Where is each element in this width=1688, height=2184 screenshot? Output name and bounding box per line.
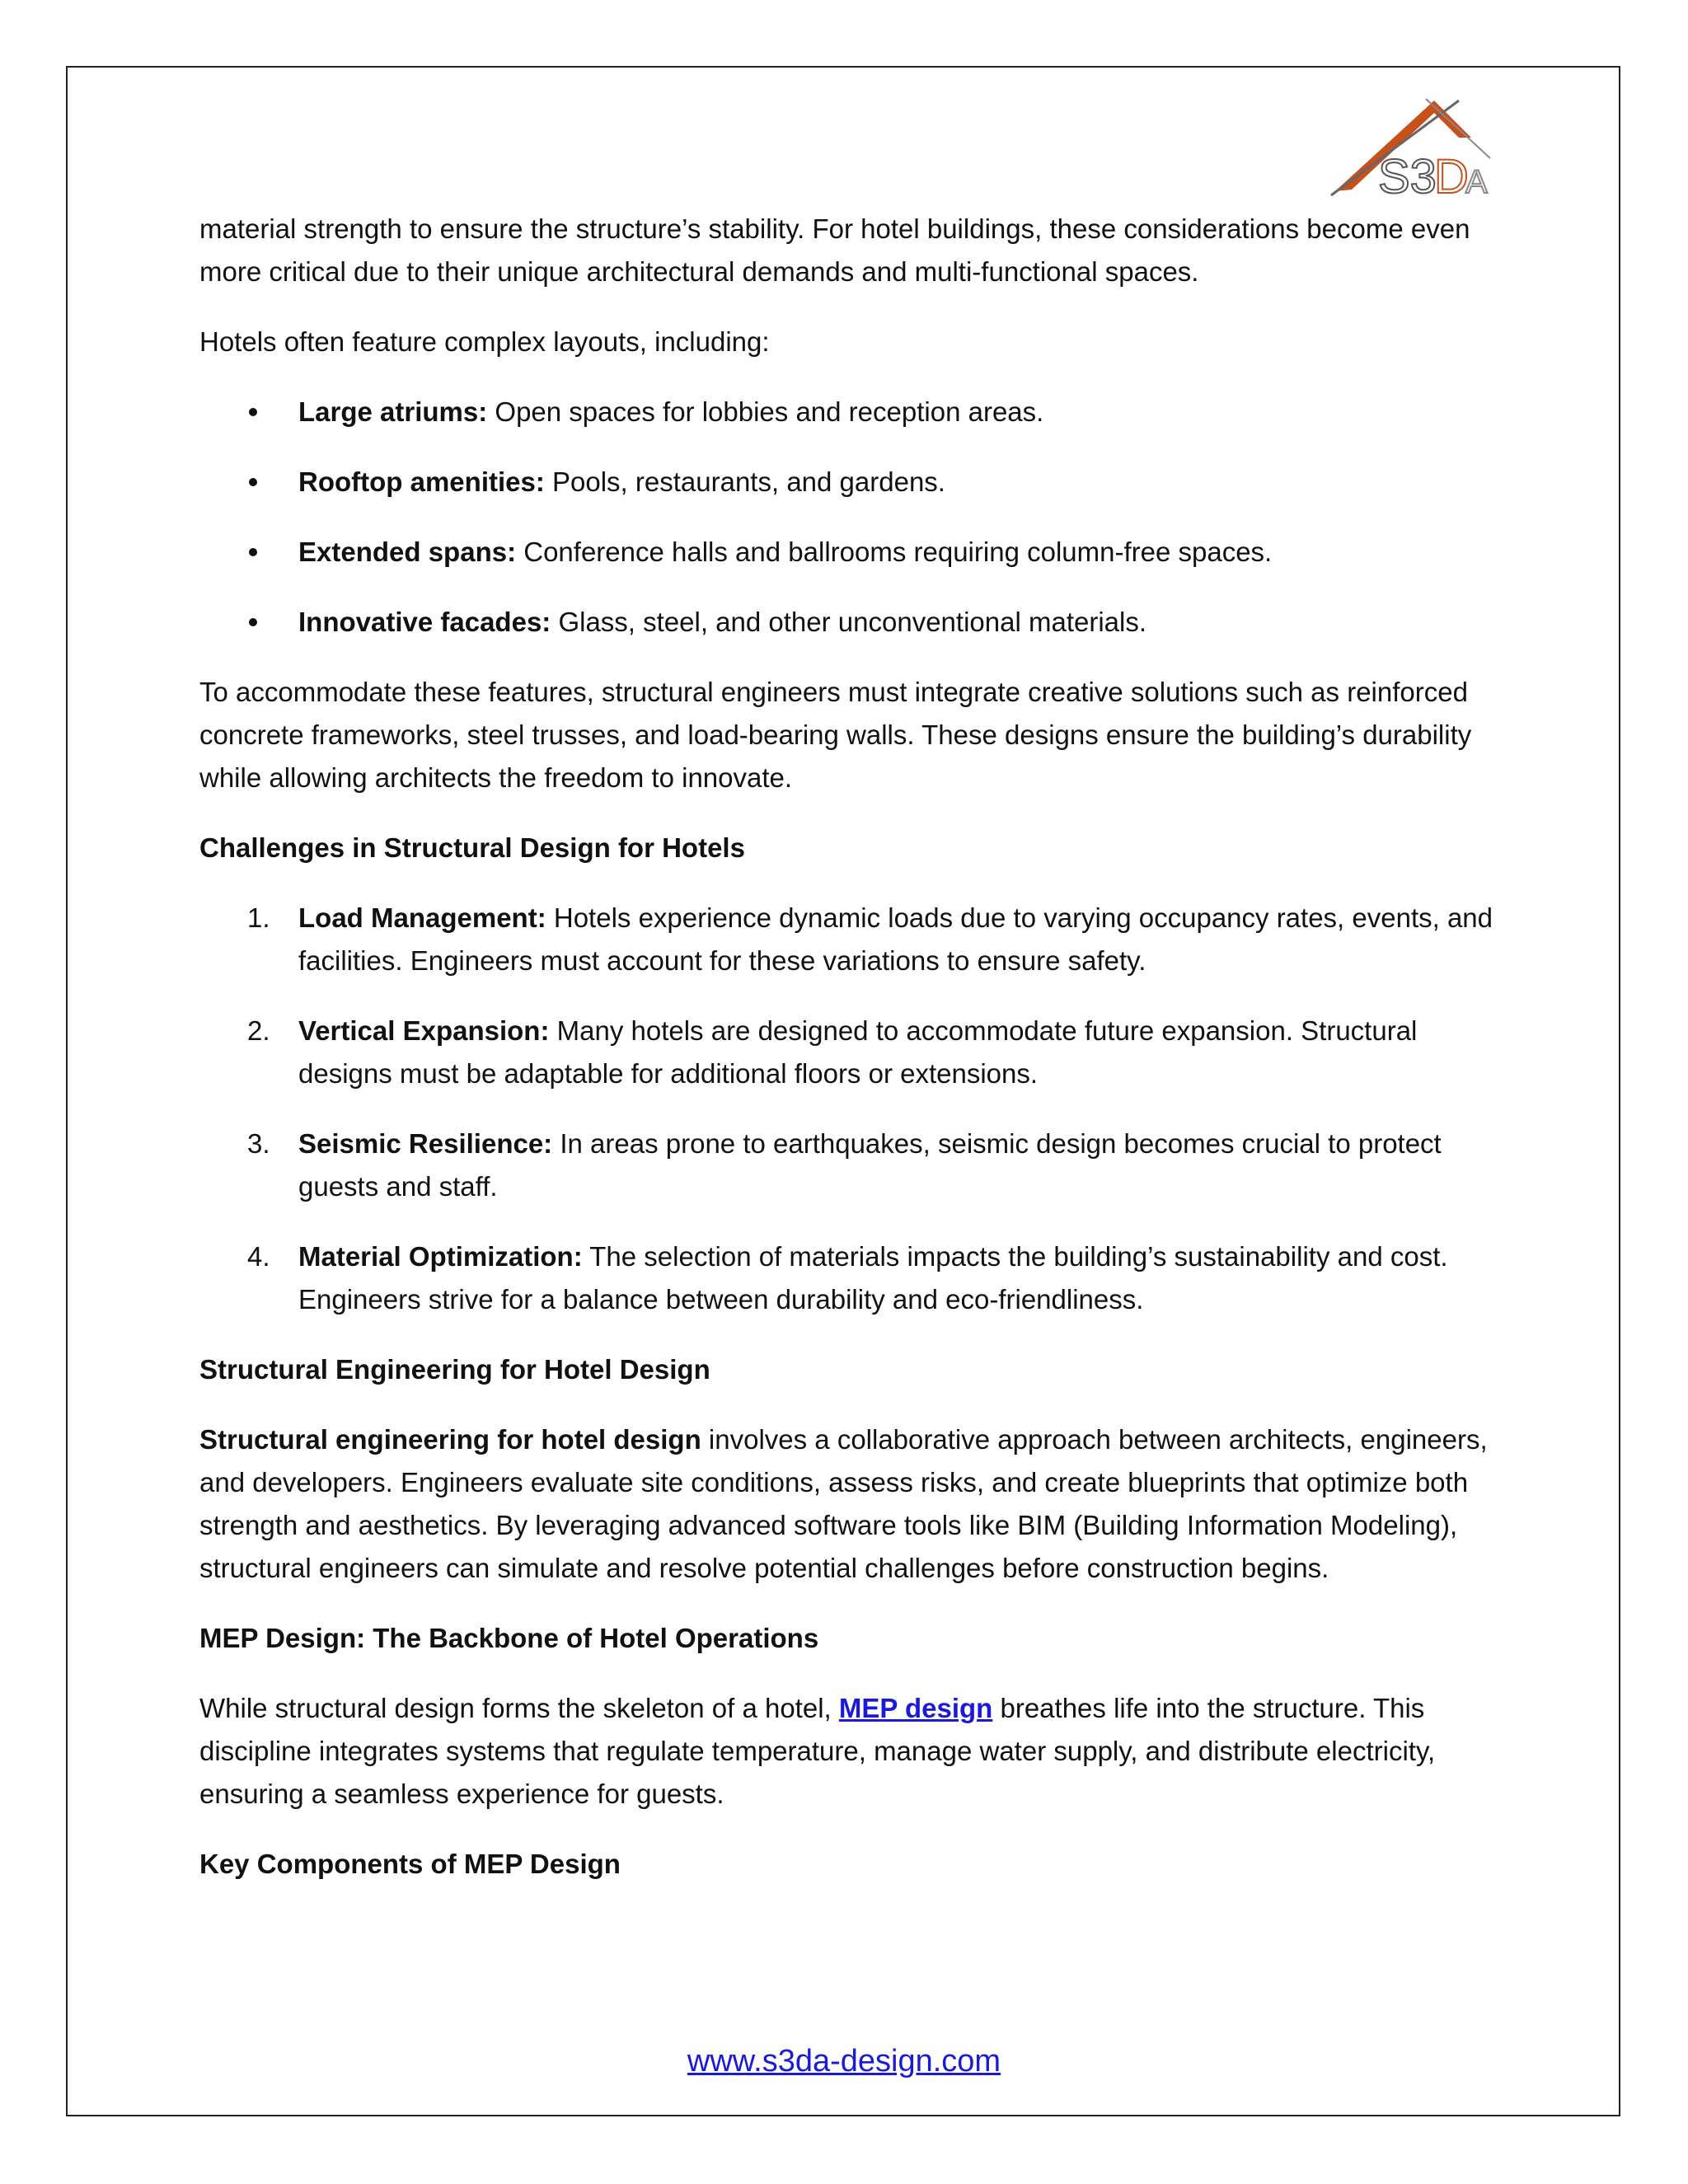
feature-desc: Open spaces for lobbies and reception areas. — [487, 396, 1044, 427]
list-number: 1. — [247, 902, 270, 933]
challenges-list — [199, 897, 1518, 1321]
structural-text: involves a collaborative approach between architects, engineers, and developers. Engineers evaluate site conditions, assess risks, and create blueprints that optimize both strength and aesthetics. By leveraging advanced software tools like BIM (Building Information Modeling), structural engineers can simulate and resolve potential challenges before construction begins. — [199, 1424, 1488, 1583]
mep-text-after: breathes life into the structure. This discipline integrates systems that regulate temperature, manage water supply, and distribute electricity, ensuring a seamless experience for guests. — [199, 1693, 1436, 1809]
list-item — [199, 1235, 1518, 1321]
mep-heading: MEP Design: The Backbone of Hotel Operations — [199, 1623, 819, 1653]
structural-heading: Structural Engineering for Hotel Design — [199, 1354, 710, 1385]
features-list — [199, 391, 1518, 644]
list-item — [199, 601, 1518, 644]
list-number: 4. — [247, 1241, 270, 1272]
feature-term: Extended spans: — [298, 537, 517, 567]
list-item — [199, 1122, 1518, 1208]
list-number: 2. — [247, 1015, 270, 1046]
list-item — [199, 391, 1518, 434]
challenge-term: Seismic Resilience: — [298, 1128, 553, 1159]
footer-website-link[interactable]: www.s3da-design.com — [687, 2044, 1001, 2079]
challenge-term: Load Management: — [298, 902, 546, 933]
mep-design-link[interactable]: MEP design — [838, 1693, 993, 1723]
feature-term: Rooftop amenities: — [298, 466, 545, 497]
challenge-desc: Hotels experience dynamic loads due to varying occupancy rates, events, and facilities. Engineers must account for these variations to ensure safety. — [298, 902, 1493, 976]
intro-paragraph: material strength to ensure the structure’s stability. For hotel buildings, these considerations become even more critical due to their unique architectural demands and multi-functional spaces. — [199, 213, 1470, 287]
challenge-term: Vertical Expansion: — [298, 1015, 550, 1046]
feature-desc: Conference halls and ballrooms requiring column-free spaces. — [516, 537, 1273, 567]
challenge-term: Material Optimization: — [298, 1241, 583, 1272]
list-item — [199, 461, 1518, 504]
bullet-icon — [249, 408, 257, 416]
challenge-desc: Many hotels are designed to accommodate future expansion. Structural designs must be adaptable for additional floors or extensions. — [298, 1015, 1418, 1089]
list-item — [199, 897, 1518, 982]
mep-paragraph — [199, 1687, 1518, 1816]
svg-text:S3: S3 — [1378, 150, 1437, 199]
s3da-logo — [1327, 92, 1492, 199]
document-body — [199, 208, 1518, 1913]
feature-desc: Glass, steel, and other unconventional materials. — [551, 607, 1147, 637]
list-item — [199, 531, 1518, 574]
list-item — [199, 1010, 1518, 1095]
structural-lead: Structural engineering for hotel design — [199, 1424, 701, 1455]
challenges-heading: Challenges in Structural Design for Hotels — [199, 832, 745, 863]
bullet-icon — [249, 548, 257, 556]
list-number: 3. — [247, 1128, 270, 1159]
accommodate-paragraph: To accommodate these features, structural engineers must integrate creative solutions such as reinforced concrete frameworks, steel trusses, and load-bearing walls. These designs ensure the building’s durability while allowing architects the freedom to innovate. — [199, 677, 1472, 793]
feature-term: Innovative facades: — [298, 607, 551, 637]
svg-text:D: D — [1434, 150, 1469, 199]
layouts-intro: Hotels often feature complex layouts, including: — [199, 326, 770, 357]
bullet-icon — [249, 478, 257, 486]
key-components-heading: Key Components of MEP Design — [199, 1849, 621, 1879]
mep-text-before: While structural design forms the skeleton of a hotel, — [199, 1693, 839, 1723]
svg-text:A: A — [1465, 164, 1488, 199]
feature-desc: Pools, restaurants, and gardens. — [544, 466, 945, 497]
feature-term: Large atriums: — [298, 396, 488, 427]
challenge-desc: In areas prone to earthquakes, seismic design becomes crucial to protect guests and staff. — [298, 1128, 1442, 1202]
bullet-icon — [249, 618, 257, 626]
structural-paragraph — [199, 1418, 1518, 1590]
challenge-desc: The selection of materials impacts the building’s sustainability and cost. Engineers strive for a balance between durability and eco-friendliness. — [298, 1241, 1448, 1315]
